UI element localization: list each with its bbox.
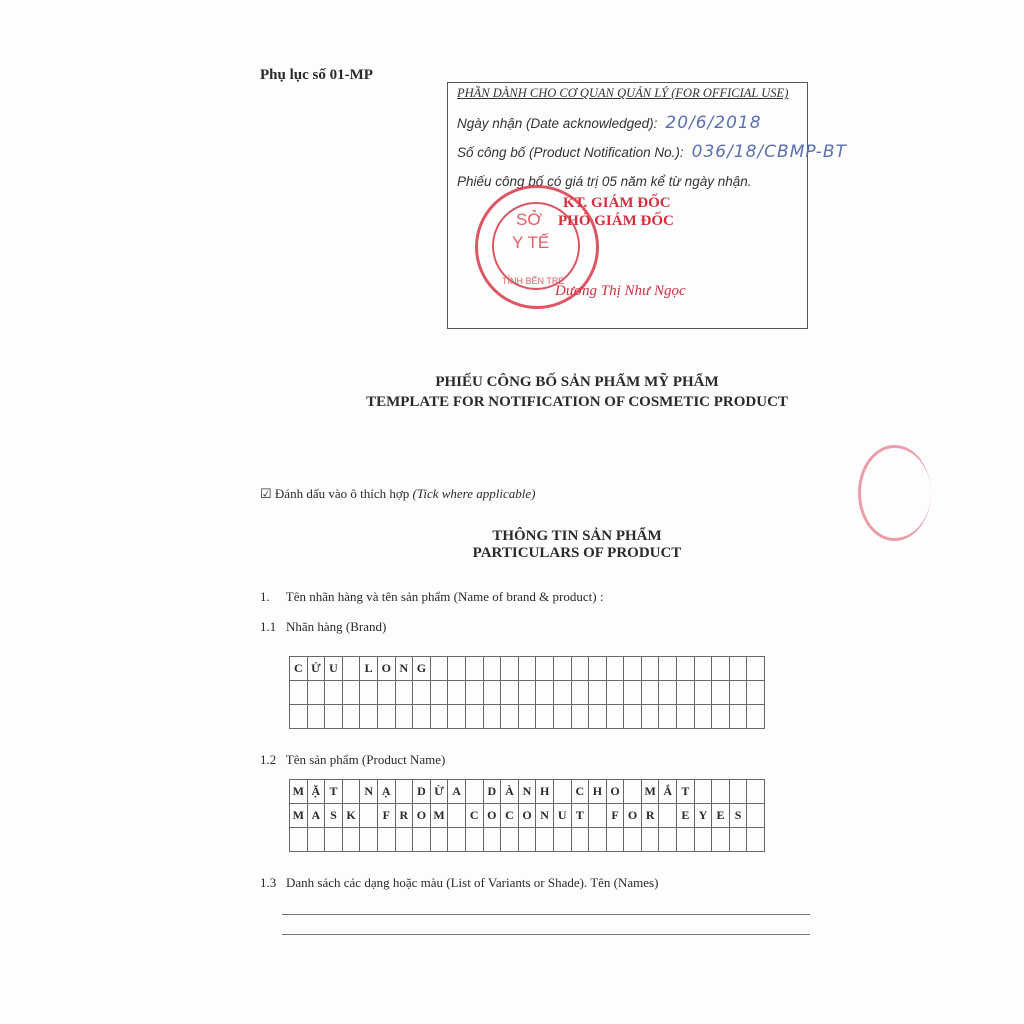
grid-cell[interactable] (641, 681, 659, 705)
grid-cell[interactable] (659, 828, 677, 852)
grid-cell[interactable] (571, 828, 589, 852)
grid-cell[interactable]: N (360, 780, 378, 804)
grid-cell[interactable] (501, 657, 519, 681)
grid-cell[interactable] (641, 657, 659, 681)
partial-stamp (858, 445, 931, 541)
grid-cell[interactable] (624, 780, 642, 804)
grid-cell[interactable] (694, 657, 712, 681)
grid-cell[interactable] (677, 657, 695, 681)
grid-cell[interactable]: F (377, 804, 395, 828)
section-title-english: PARTICULARS OF PRODUCT (472, 545, 682, 561)
grid-cell[interactable] (694, 780, 712, 804)
grid-cell[interactable] (747, 705, 765, 729)
brand-grid (289, 656, 765, 729)
grid-cell[interactable]: R (641, 804, 659, 828)
grid-cell[interactable] (518, 657, 536, 681)
grid-cell[interactable] (641, 705, 659, 729)
grid-cell[interactable] (290, 828, 308, 852)
grid-cell[interactable] (395, 828, 413, 852)
grid-cell[interactable] (606, 657, 624, 681)
grid-cell[interactable] (465, 705, 483, 729)
grid-cell[interactable]: R (395, 804, 413, 828)
notification-number-row (457, 142, 847, 162)
grid-cell[interactable]: N (536, 804, 554, 828)
grid-cell[interactable] (430, 657, 448, 681)
grid-cell[interactable] (606, 828, 624, 852)
grid-cell[interactable]: T (677, 780, 695, 804)
grid-cell[interactable]: F (606, 804, 624, 828)
grid-cell[interactable] (483, 657, 501, 681)
grid-cell[interactable] (729, 681, 747, 705)
grid-cell[interactable] (641, 828, 659, 852)
grid-cell[interactable]: D (413, 780, 431, 804)
grid-cell[interactable] (501, 681, 519, 705)
grid-cell[interactable] (501, 828, 519, 852)
grid-cell[interactable] (712, 828, 730, 852)
grid-cell[interactable] (325, 681, 343, 705)
grid-cell[interactable] (729, 705, 747, 729)
grid-cell[interactable]: A (307, 804, 325, 828)
grid-cell[interactable] (553, 657, 571, 681)
grid-cell[interactable] (553, 828, 571, 852)
tick-note-english: (Tick where applicable) (412, 486, 536, 501)
grid-cell[interactable] (342, 681, 360, 705)
grid-cell[interactable] (536, 828, 554, 852)
grid-cell[interactable]: N (518, 780, 536, 804)
grid-cell[interactable] (571, 681, 589, 705)
grid-cell[interactable] (659, 705, 677, 729)
grid-cell[interactable] (589, 657, 607, 681)
grid-cell[interactable]: T (571, 804, 589, 828)
tick-note-text: ☑ Đánh dấu vào ô thích hợp (260, 486, 410, 501)
stamp-text: Y TẾ (512, 233, 550, 252)
grid-cell[interactable] (448, 828, 466, 852)
grid-cell[interactable]: M (290, 804, 308, 828)
grid-cell[interactable] (536, 705, 554, 729)
grid-cell[interactable] (413, 705, 431, 729)
grid-cell[interactable] (307, 681, 325, 705)
grid-cell[interactable] (536, 657, 554, 681)
item-1-3: 1.3 Danh sách các dạng hoặc màu (List of Variants or Shade). Tên (Names) (260, 875, 659, 890)
grid-cell[interactable] (430, 681, 448, 705)
item-1-1: 1.1 Nhãn hàng (Brand) (260, 619, 387, 634)
grid-cell[interactable]: U (325, 657, 343, 681)
validity-text: Phiếu công bố có giá trị 05 năm kể từ ngày nhận. (457, 174, 752, 189)
grid-cell[interactable] (518, 705, 536, 729)
grid-cell[interactable] (659, 681, 677, 705)
grid-cell[interactable]: S (729, 804, 747, 828)
grid-cell[interactable]: T (325, 780, 343, 804)
grid-cell[interactable] (747, 657, 765, 681)
grid-row (290, 705, 765, 729)
grid-cell[interactable] (518, 828, 536, 852)
grid-cell[interactable] (606, 681, 624, 705)
grid-cell[interactable]: Ử (307, 657, 325, 681)
grid-cell[interactable] (465, 780, 483, 804)
grid-cell[interactable] (589, 705, 607, 729)
grid-cell[interactable] (430, 828, 448, 852)
grid-cell[interactable] (747, 780, 765, 804)
grid-cell[interactable]: G (413, 657, 431, 681)
grid-cell[interactable] (712, 705, 730, 729)
grid-cell[interactable]: H (589, 780, 607, 804)
grid-cell[interactable] (448, 681, 466, 705)
grid-cell[interactable] (413, 681, 431, 705)
grid-cell[interactable] (448, 804, 466, 828)
product-name-grid (289, 779, 765, 852)
grid-cell[interactable]: U (553, 804, 571, 828)
tick-note (260, 486, 535, 502)
grid-cell[interactable] (501, 705, 519, 729)
grid-cell[interactable]: E (677, 804, 695, 828)
grid-cell[interactable] (465, 657, 483, 681)
grid-cell[interactable]: L (360, 657, 378, 681)
grid-cell[interactable] (589, 804, 607, 828)
grid-cell[interactable] (483, 705, 501, 729)
grid-cell[interactable] (677, 705, 695, 729)
grid-cell[interactable]: K (342, 804, 360, 828)
grid-cell[interactable]: O (377, 657, 395, 681)
grid-cell[interactable] (395, 780, 413, 804)
grid-cell[interactable]: O (624, 804, 642, 828)
number-value: 036/18/CBMP-BT (691, 142, 847, 162)
grid-cell[interactable] (747, 804, 765, 828)
grid-cell[interactable] (342, 828, 360, 852)
grid-cell[interactable] (712, 681, 730, 705)
grid-cell[interactable] (624, 681, 642, 705)
grid-cell[interactable] (747, 828, 765, 852)
grid-cell[interactable] (377, 705, 395, 729)
stamp-text: TỈNH BẾN TRE (502, 276, 565, 286)
grid-row (290, 681, 765, 705)
grid-cell[interactable] (413, 828, 431, 852)
grid-cell[interactable] (571, 705, 589, 729)
grid-cell[interactable] (729, 657, 747, 681)
grid-cell[interactable]: O (483, 804, 501, 828)
grid-cell[interactable] (694, 705, 712, 729)
signer-name: Dương Thị Như Ngọc (555, 283, 686, 299)
official-use-heading: PHẦN DÀNH CHO CƠ QUAN QUẢN LÝ (FOR OFFICIAL USE) (457, 86, 789, 100)
grid-cell[interactable] (483, 681, 501, 705)
variant-line (282, 934, 810, 935)
grid-cell[interactable]: M (290, 780, 308, 804)
grid-cell[interactable] (712, 657, 730, 681)
grid-cell[interactable] (677, 828, 695, 852)
grid-cell[interactable] (518, 681, 536, 705)
grid-cell[interactable] (377, 828, 395, 852)
grid-cell[interactable] (465, 681, 483, 705)
grid-cell[interactable] (712, 780, 730, 804)
grid-cell[interactable] (553, 780, 571, 804)
grid-cell[interactable] (694, 828, 712, 852)
grid-cell[interactable]: Ặ (307, 780, 325, 804)
grid-cell[interactable]: Y (694, 804, 712, 828)
grid-row (290, 804, 765, 828)
grid-cell[interactable]: O (518, 804, 536, 828)
grid-cell[interactable] (729, 828, 747, 852)
grid-cell[interactable]: H (536, 780, 554, 804)
section-title-vietnamese: THÔNG TIN SẢN PHẨM (492, 528, 662, 544)
grid-cell[interactable] (694, 681, 712, 705)
grid-cell[interactable] (624, 828, 642, 852)
grid-cell[interactable] (624, 705, 642, 729)
grid-cell[interactable] (589, 681, 607, 705)
date-label: Ngày nhận (Date acknowledged): (457, 116, 658, 131)
grid-cell[interactable] (377, 681, 395, 705)
grid-cell[interactable] (536, 681, 554, 705)
grid-cell[interactable]: M (641, 780, 659, 804)
grid-cell[interactable] (606, 705, 624, 729)
grid-cell[interactable]: C (465, 804, 483, 828)
grid-cell[interactable]: Ắ (659, 780, 677, 804)
sign-title-deputy: PHÓ GIÁM ĐỐC (558, 213, 674, 229)
title-vietnamese: PHIẾU CÔNG BỐ SẢN PHẨM MỸ PHẨM (435, 374, 719, 390)
grid-cell[interactable] (553, 681, 571, 705)
grid-cell[interactable]: D (483, 780, 501, 804)
grid-cell[interactable]: M (430, 804, 448, 828)
grid-cell[interactable] (465, 828, 483, 852)
grid-cell[interactable] (360, 681, 378, 705)
grid-cell[interactable] (747, 681, 765, 705)
grid-cell[interactable] (483, 828, 501, 852)
grid-cell[interactable] (589, 828, 607, 852)
item-1-2: 1.2 Tên sản phẩm (Product Name) (260, 752, 446, 767)
grid-cell[interactable] (342, 705, 360, 729)
grid-cell[interactable] (325, 828, 343, 852)
grid-cell[interactable] (307, 828, 325, 852)
grid-cell[interactable]: C (290, 657, 308, 681)
grid-cell[interactable]: O (413, 804, 431, 828)
grid-cell[interactable] (677, 681, 695, 705)
grid-cell[interactable]: C (501, 804, 519, 828)
grid-cell[interactable] (448, 657, 466, 681)
grid-cell[interactable] (290, 681, 308, 705)
stamp-text: SỞ (516, 210, 542, 229)
grid-row (290, 657, 765, 681)
grid-row (290, 828, 765, 852)
grid-cell[interactable] (360, 828, 378, 852)
sign-title-director: KT. GIÁM ĐỐC (563, 195, 671, 211)
grid-cell[interactable] (307, 705, 325, 729)
grid-cell[interactable]: C (571, 780, 589, 804)
grid-cell[interactable]: À (501, 780, 519, 804)
grid-cell[interactable] (360, 804, 378, 828)
grid-cell[interactable] (430, 705, 448, 729)
grid-cell[interactable] (290, 705, 308, 729)
grid-cell[interactable] (553, 705, 571, 729)
grid-cell[interactable] (325, 705, 343, 729)
grid-cell[interactable]: O (606, 780, 624, 804)
grid-cell[interactable] (659, 804, 677, 828)
grid-cell[interactable] (342, 780, 360, 804)
number-label: Số công bố (Product Notification No.): (457, 145, 684, 160)
date-acknowledged-row (457, 113, 762, 133)
grid-cell[interactable]: Ừ (430, 780, 448, 804)
appendix-label: Phụ lục số 01-MP (260, 67, 373, 83)
grid-cell[interactable]: N (395, 657, 413, 681)
grid-cell[interactable] (659, 657, 677, 681)
grid-cell[interactable] (624, 657, 642, 681)
grid-cell[interactable]: S (325, 804, 343, 828)
grid-cell[interactable]: Ạ (377, 780, 395, 804)
grid-cell[interactable] (729, 780, 747, 804)
grid-cell[interactable] (360, 705, 378, 729)
grid-cell[interactable] (395, 681, 413, 705)
grid-cell[interactable]: A (448, 780, 466, 804)
grid-cell[interactable] (395, 705, 413, 729)
grid-cell[interactable]: E (712, 804, 730, 828)
grid-cell[interactable] (571, 657, 589, 681)
item-1: 1. Tên nhãn hàng và tên sản phẩm (Name of brand & product) : (260, 589, 604, 604)
title-english: TEMPLATE FOR NOTIFICATION OF COSMETIC PRODUCT (366, 394, 788, 410)
variant-line (282, 914, 810, 915)
grid-cell[interactable] (342, 657, 360, 681)
grid-row (290, 780, 765, 804)
grid-cell[interactable] (448, 705, 466, 729)
date-value: 20/6/2018 (665, 113, 762, 133)
